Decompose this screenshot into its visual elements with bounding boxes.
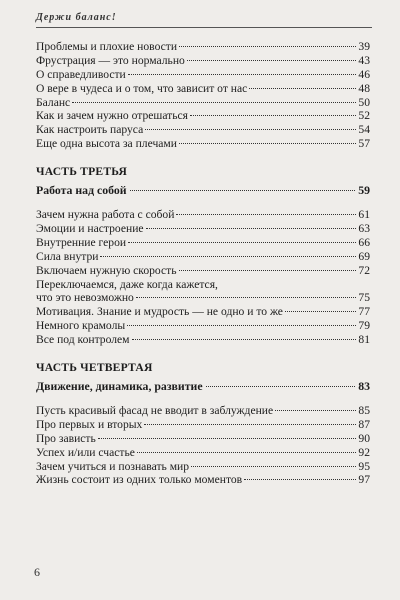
toc-entry-page: 85: [358, 404, 370, 418]
toc-entry[interactable]: [36, 236, 370, 250]
toc-entry-title: Про первых и вторых: [36, 417, 143, 431]
toc-entry[interactable]: [36, 40, 370, 54]
toc-entry-page: 72: [358, 263, 370, 277]
toc-entry[interactable]: [36, 96, 370, 110]
toc-entry-page: 77: [358, 305, 370, 319]
toc-entry[interactable]: [36, 319, 370, 333]
toc-group-1: [36, 40, 370, 151]
leader-dots: [285, 311, 356, 312]
leader-dots: [179, 270, 357, 271]
toc-entry-title: Эмоции и настроение: [36, 222, 144, 236]
leader-dots: [179, 143, 356, 144]
part-three-page: 59: [358, 183, 370, 198]
leader-dots: [98, 438, 357, 439]
toc-entry[interactable]: [36, 250, 370, 264]
toc-entry[interactable]: [36, 291, 370, 305]
leader-dots: [244, 479, 356, 480]
toc-entry-title: Включаем нужную скорость: [36, 263, 177, 277]
toc-entry[interactable]: [36, 460, 370, 474]
toc-entry[interactable]: [36, 333, 370, 347]
toc-entry-page: 48: [358, 81, 370, 95]
toc-entry-title: О вере в чудеса и о том, что зависит от нас: [36, 81, 248, 95]
toc-group-part4: [36, 404, 370, 487]
toc-entry-page: 57: [358, 137, 370, 151]
part-four-label: ЧАСТЬ ЧЕТВЕРТАЯ: [36, 361, 153, 375]
leader-dots: [128, 242, 356, 243]
toc-entry-page: 97: [358, 473, 370, 487]
leader-dots: [144, 424, 356, 425]
toc-entry[interactable]: [36, 264, 370, 278]
part-three-title: Работа над собой: [36, 183, 127, 198]
leader-dots: [176, 214, 356, 215]
leader-dots: [127, 325, 356, 326]
toc-entry-page: 66: [358, 235, 370, 249]
part-three-heading[interactable]: [36, 183, 370, 198]
toc-entry-title: Сила внутри: [36, 249, 99, 263]
toc-entry-title: Баланс: [36, 95, 71, 109]
toc-entry-title: Еще одна высота за плечами: [36, 137, 177, 151]
toc-entry-page: 54: [358, 123, 370, 137]
toc-entry[interactable]: [36, 305, 370, 319]
leader-dots: [100, 256, 356, 257]
toc-entry-title: О справедливости: [36, 67, 126, 81]
table-of-contents: [36, 40, 370, 487]
toc-entry[interactable]: [36, 123, 370, 137]
part-four-heading[interactable]: [36, 379, 370, 394]
running-head: Держи баланс!: [36, 12, 117, 23]
leader-dots: [132, 339, 357, 340]
leader-dots: [145, 129, 356, 130]
toc-entry-title: Успех и/или счастье: [36, 445, 135, 459]
toc-entry-page: 75: [358, 291, 370, 305]
toc-entry-title: Внутренние герои: [36, 235, 127, 249]
toc-entry[interactable]: [36, 109, 370, 123]
toc-entry-title: Зачем нужна работа с собой: [36, 208, 175, 222]
toc-entry[interactable]: [36, 208, 370, 222]
toc-entry-title: Немного крамолы: [36, 319, 126, 333]
toc-entry-page: 81: [358, 333, 370, 347]
part-four-page: 83: [358, 379, 370, 394]
toc-entry[interactable]: [36, 222, 370, 236]
toc-entry-page: 43: [358, 53, 370, 67]
toc-group-part3-b: [36, 305, 370, 347]
toc-entry[interactable]: [36, 54, 370, 68]
toc-entry[interactable]: [36, 68, 370, 82]
toc-entry-page: 46: [358, 67, 370, 81]
toc-entry-title: Как настроить паруса: [36, 123, 144, 137]
toc-entry-title: Проблемы и плохие новости: [36, 40, 178, 53]
toc-entry-page: 95: [358, 459, 370, 473]
leader-dots: [128, 74, 357, 75]
page-number: 6: [34, 565, 40, 579]
toc-entry-page: 79: [358, 319, 370, 333]
toc-entry[interactable]: [36, 404, 370, 418]
leader-dots: [136, 297, 357, 298]
leader-dots: [249, 88, 356, 89]
toc-entry-title: Фрустрация — это нормально: [36, 53, 185, 67]
toc-entry-title: Про зависть: [36, 431, 96, 445]
toc-entry-title: Пусть красивый фасад не вводит в заблуждение: [36, 404, 274, 418]
leader-dots: [190, 115, 356, 116]
leader-dots: [179, 46, 356, 47]
toc-entry-title: Мотивация. Знание и мудрость — не одно и то же: [36, 305, 283, 319]
toc-group-part3-a: [36, 208, 370, 277]
toc-entry[interactable]: [36, 82, 370, 96]
toc-entry-page: 52: [358, 109, 370, 123]
leader-dots: [187, 60, 357, 61]
leader-dots: [137, 452, 356, 453]
toc-entry-title: Жизнь состоит из одних только моментов: [36, 473, 243, 487]
toc-entry-page: 87: [358, 417, 370, 431]
part-four-title: Движение, динамика, развитие: [36, 379, 203, 394]
toc-entry-page: 90: [358, 431, 370, 445]
leader-dots: [206, 386, 356, 387]
toc-entry-page: 39: [358, 40, 370, 53]
toc-entry-page: 69: [358, 249, 370, 263]
toc-entry-page: 50: [358, 95, 370, 109]
toc-entry-page: 61: [358, 208, 370, 222]
toc-entry[interactable]: [36, 418, 370, 432]
toc-entry[interactable]: [36, 278, 370, 292]
header-rule: [36, 27, 372, 28]
leader-dots: [191, 466, 356, 467]
toc-entry-page: 63: [358, 222, 370, 236]
leader-dots: [275, 410, 356, 411]
part-three-label: ЧАСТЬ ТРЕТЬЯ: [36, 165, 128, 179]
toc-entry-title: Как и зачем нужно отрешаться: [36, 109, 188, 123]
toc-entry-title: что это невозможно: [36, 291, 134, 305]
toc-entry-title: Все под контролем: [36, 333, 130, 347]
leader-dots: [130, 190, 356, 191]
toc-entry-title: Зачем учиться и познавать мир: [36, 459, 190, 473]
toc-entry-title: Переключаемся, даже когда кажется,: [36, 277, 218, 291]
leader-dots: [146, 228, 357, 229]
toc-entry[interactable]: [36, 446, 370, 460]
toc-entry[interactable]: [36, 473, 370, 487]
leader-dots: [72, 102, 356, 103]
toc-entry[interactable]: [36, 432, 370, 446]
toc-entry-page: 92: [358, 445, 370, 459]
toc-entry[interactable]: [36, 137, 370, 151]
